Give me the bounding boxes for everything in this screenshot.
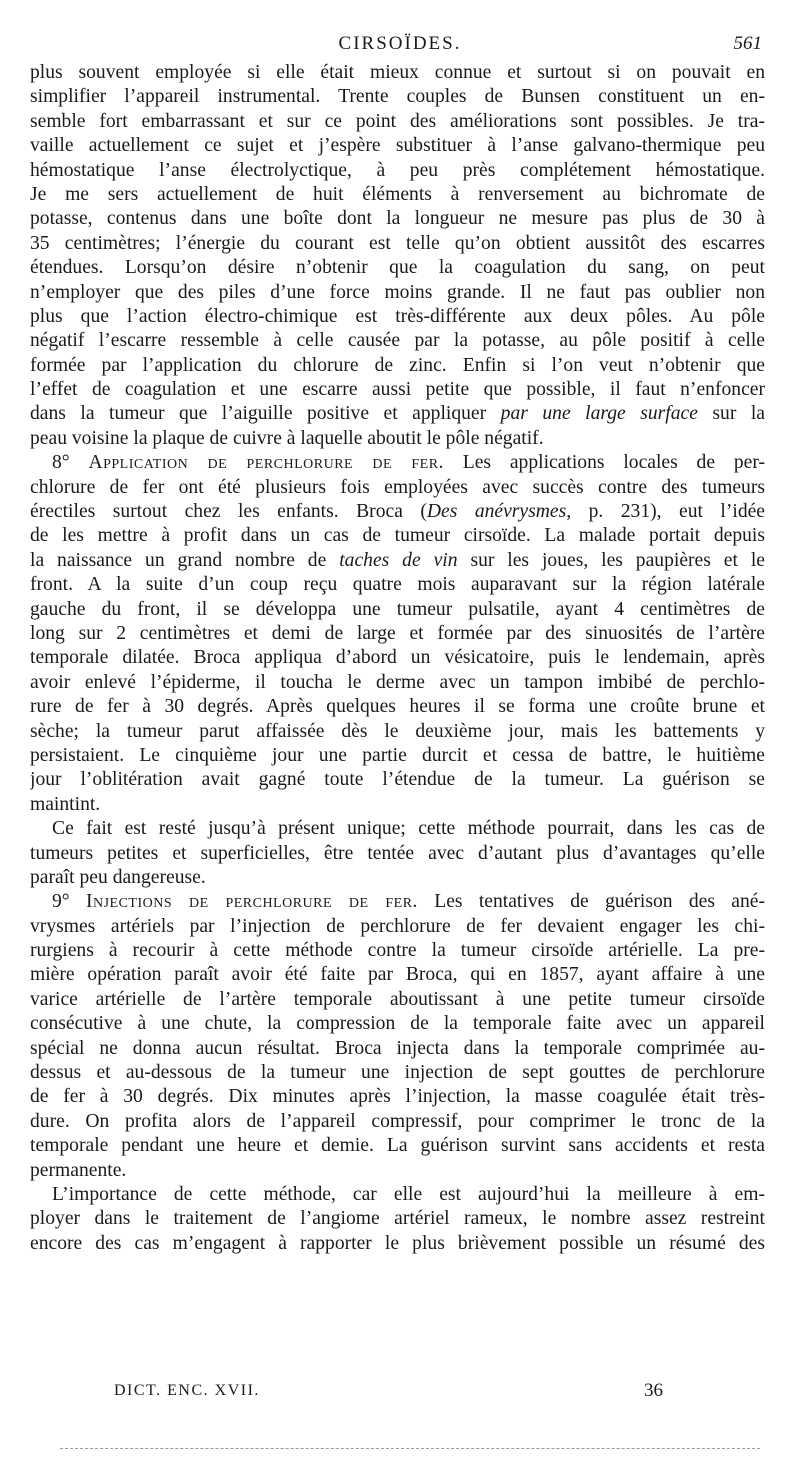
text-line [30,1110,765,1134]
text-line [30,549,765,573]
text-line [30,305,765,329]
text-run: sur les joues, les paupières et le [457,549,765,571]
text-run: hémostatique l’anse électrolyctique, à peu près complétement hémostatique. [30,159,765,181]
text-run: de fer à 30 degrés. Dix minutes après l’injection, la masse coagulée était très- [30,1086,765,1108]
text-run: spécial ne donna aucun résultat. Broca injecta dans la temporale comprimée au- [30,1037,765,1059]
text-line [30,159,765,183]
text-line [30,842,765,866]
text-run: étendues. Lorsqu’on désire n’obtenir que la coagulation du sang, on peut [30,257,765,279]
text-run: temporale dilatée. Broca appliqua d’abord un vésicatoire, puis le lendemain, après [30,647,765,669]
text-run: vaille actuellement ce sujet et j’espère substituer à l’anse galvano-thermique peu [30,135,765,157]
text-line [30,329,765,353]
text-run: plus que l’action électro-chimique est très-différente aux deux pôles. Au pôle [30,305,765,327]
italic-text: par une large surface [500,403,698,425]
text-run: 9° [52,891,86,913]
text-line [30,110,765,134]
page-bottom-rule [60,1448,760,1449]
text-run: dure. On profita alors de l’appareil compressif, pour comprimer le tronc de la [30,1110,765,1132]
text-line [30,524,765,548]
text-run: dessus et au-dessous de la tumeur une injection de sept gouttes de perchlorure [30,1062,765,1084]
signature-mark: DICT. ENC. XVII. [114,1382,260,1399]
text-line [30,402,765,426]
text-run: plus souvent employée si elle était mieux connue et surtout si on pouvait en [30,62,765,83]
text-run: ployer dans le traitement de l’angiome artériel rameux, le nombre assez restreint [30,1208,765,1230]
text-run: dans la tumeur que l’aiguille positive et appliquer [30,403,501,425]
text-run: front. A la suite d’un coup reçu quatre mois auparavant sur la région latérale [30,574,765,596]
text-line [30,1232,765,1256]
signature-number: 36 [644,1380,663,1401]
text-line [30,744,765,768]
text-run: simplifier l’appareil instrumental. Trente couples de Bunsen constituent un en- [30,86,765,108]
text-line [30,817,765,841]
text-run: jour l’oblitération avait gagné toute l’étendue de la tumeur. La guérison se [30,769,765,791]
page-footer [30,1378,770,1408]
italic-text: taches de vin [339,549,458,571]
text-run: maintint. [30,793,101,815]
text-line [30,963,765,987]
text-line [30,281,765,305]
text-line [30,1159,765,1183]
text-run: vrysmes artériels par l’injection de perchlorure de fer devaient engager les chi- [30,915,765,937]
text-run: l’effet de coagulation et une escarre aussi petite que possible, il faut n’enfoncer [30,379,765,401]
text-line [30,427,765,451]
body-text [30,61,765,1256]
text-run: chlorure de fer ont été plusieurs fois employées avec succès contre des tumeurs [30,476,765,498]
italic-text: Des anévrysmes [426,501,567,523]
text-run: long sur 2 centimètres et demi de large et formée par des sinuosités de l’artère [30,622,765,644]
section-heading: Injections de perchlorure de fer. [85,891,418,913]
text-line [30,232,765,256]
text-run: consécutive à une chute, la compression de la temporale faite avec un appareil [30,1013,765,1035]
text-line [30,768,765,792]
text-line [30,915,765,939]
text-line [30,61,765,85]
text-line [30,1012,765,1036]
text-run: Ce fait est resté jusqu’à présent unique; cette méthode pourrait, dans les cas de [52,818,765,840]
text-run: semble fort embarrassant et sur ce point des améliorations sont possibles. Je tra- [30,110,765,132]
text-line [30,256,765,280]
text-line [30,183,765,207]
text-line [30,134,765,158]
text-run: avoir enlevé l’épiderme, il toucha le derme avec un tampon imbibé de perchlo- [30,671,765,693]
text-line [30,1085,765,1109]
text-run: L’importance de cette méthode, car elle est aujourd’hui la meilleure à em- [52,1183,765,1205]
text-run: tumeurs petites et superficielles, être tentée avec d’autant plus d’avantages qu’elle [30,842,765,864]
text-line [30,939,765,963]
text-run: rurgiens à recourir à cette méthode contre la tumeur cirsoïde artérielle. La pre- [30,940,765,962]
text-run: potasse, contenus dans une boîte dont la longueur ne mesure pas plus de 30 à [30,208,765,230]
page-header [30,33,770,57]
text-line [30,451,765,475]
text-line [30,988,765,1012]
text-run: la naissance un grand nombre de [30,549,340,571]
text-line [30,720,765,744]
text-run: Je me sers actuellement de huit éléments à renversement au bichromate de [30,183,765,205]
text-run: temporale pendant une heure et demie. La guérison survint sans accidents et resta [30,1135,765,1157]
text-run: peau voisine la plaque de cuivre à laquelle aboutit le pôle négatif. [30,427,544,449]
text-run: mière opération paraît avoir été faite par Broca, qui en 1857, ayant affaire à une [30,964,765,986]
text-line [30,866,765,890]
text-line [30,85,765,109]
text-run: sèche; la tumeur parut affaissée dès le deuxième jour, mais les battements y [30,720,765,742]
text-line [30,1207,765,1231]
text-run: sur la [697,403,765,425]
text-line [30,476,765,500]
text-line [30,573,765,597]
text-run: formée par l’application du chlorure de zinc. Enfin si l’on veut n’obtenir que [30,354,765,376]
text-line [30,1134,765,1158]
text-line [30,1037,765,1061]
text-run: gauche du front, il se développa une tumeur pulsatile, ayant 4 centimètres de [30,598,765,620]
section-heading: Application de perchlorure de fer. [88,452,444,474]
text-run: permanente. [30,1159,127,1181]
text-run: encore des cas m’engagent à rapporter le plus brièvement possible un résumé des [30,1232,765,1254]
text-run: , p. 231), eut l’idée [566,501,765,523]
text-line [30,793,765,817]
text-line [30,500,765,524]
text-run: Les tentatives de guérison des ané- [417,891,765,913]
text-run: n’employer que des piles d’une force moins grande. Il ne faut pas oublier non [30,281,765,303]
text-line [30,378,765,402]
text-run: paraît peu dangereuse. [30,866,206,888]
text-line [30,1183,765,1207]
text-line [30,646,765,670]
text-line [30,354,765,378]
text-line [30,1061,765,1085]
text-run: 8° [52,452,89,474]
text-run: varice artérielle de l’artère temporale aboutissant à une petite tumeur cirsoïde [30,988,765,1010]
running-title: CIRSOÏDES. [338,33,462,54]
text-line [30,671,765,695]
text-line [30,207,765,231]
text-run: négatif l’escarre ressemble à celle causée par la potasse, au pôle positif à celle [30,330,765,352]
text-line [30,695,765,719]
text-run: rure de fer à 30 degrés. Après quelques heures il se forma une croûte brune et [30,696,765,718]
text-run: de les mettre à profit dans un cas de tumeur cirsoïde. La malade portait depuis [30,525,765,547]
text-run: Les applications locales de per- [443,452,765,474]
text-line [30,890,765,914]
page-number: 561 [733,33,762,54]
text-line [30,622,765,646]
text-line [30,598,765,622]
text-run: persistaient. Le cinquième jour une partie durcit et cessa de battre, le huitième [30,744,765,766]
text-run: érectiles surtout chez les enfants. Broca ( [30,501,427,523]
text-run: 35 centimètres; l’énergie du courant est telle qu’on obtient aussitôt des escarres [30,232,765,254]
